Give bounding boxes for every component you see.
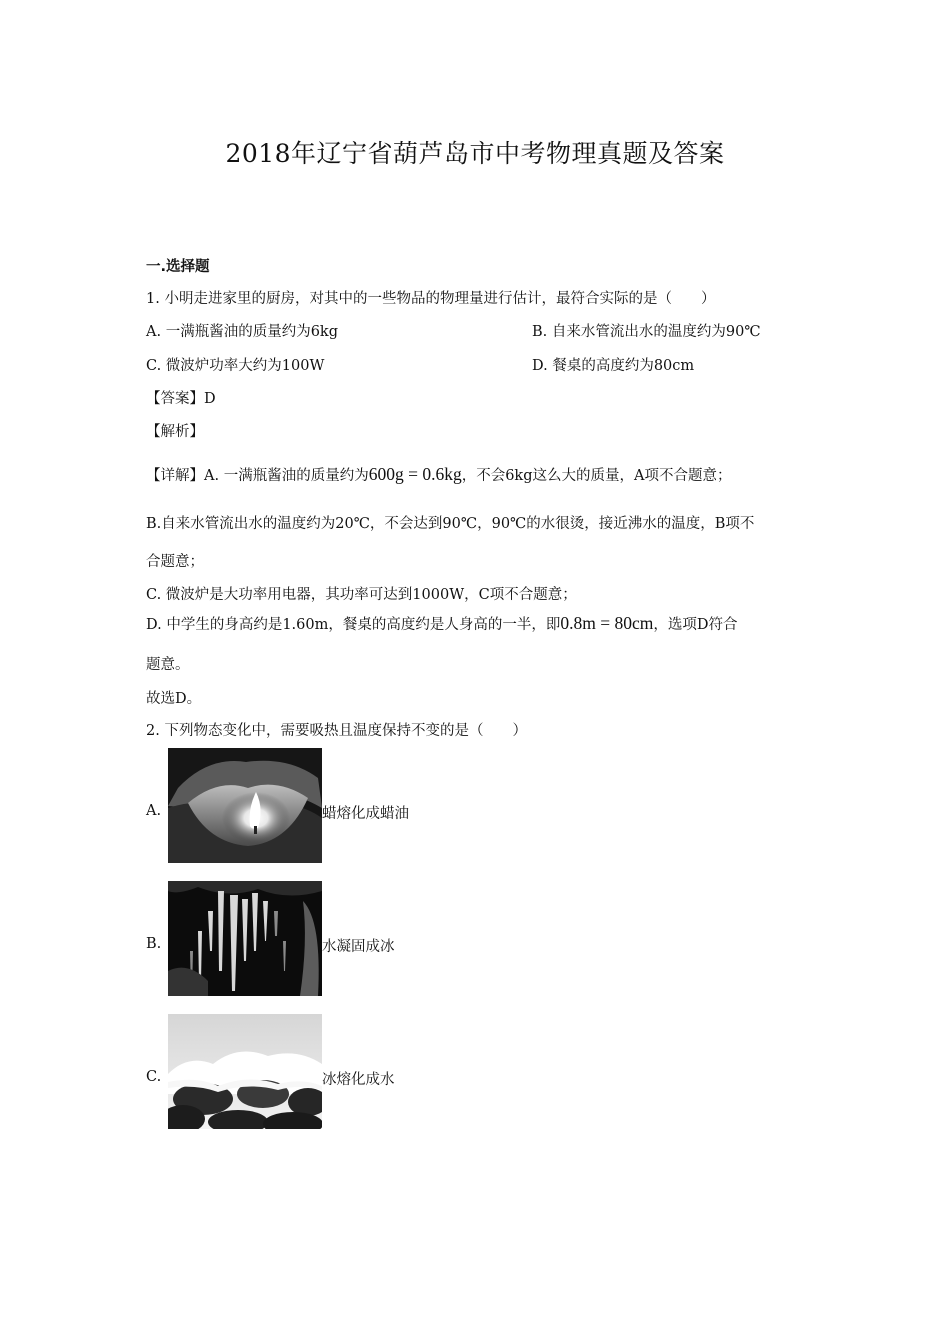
detail-b-line-1: B.自来水管流出水的温度约为20℃，不会达到90℃，90℃的水很烫，接近沸水的温度，B项不 <box>146 516 755 532</box>
detail-d-suffix: ，选项D符合 <box>653 617 738 633</box>
question-1-option-a: A. 一满瓶酱油的质量约为6kg <box>146 324 338 340</box>
answer-line: 【答案】D <box>146 391 216 407</box>
question-2-option-c-caption: 冰熔化成水 <box>322 1072 395 1088</box>
detail-d-formula: 0.8m = 80cm <box>560 613 654 633</box>
question-2-option-c-letter: C. <box>146 1069 162 1085</box>
detail-d-line-2: 题意。 <box>146 657 190 673</box>
section-heading: 一.选择题 <box>146 259 210 275</box>
question-2-option-a-caption: 蜡熔化成蜡油 <box>322 806 409 822</box>
detail-d-prefix: D. 中学生的身高约是1.60m，餐桌的高度约是人身高的一半，即 <box>146 617 561 633</box>
detail-a-suffix: ，不会6kg这么大的质量，A项不合题意； <box>461 468 732 484</box>
question-1-option-b: B. 自来水管流出水的温度约为90℃ <box>532 324 761 340</box>
detail-a-prefix: 【详解】A. 一满瓶酱油的质量约为 <box>146 468 369 484</box>
melting-snow-photo <box>168 1014 322 1129</box>
question-1-option-d: D. 餐桌的高度约为80cm <box>532 358 695 374</box>
icicles-photo <box>168 881 322 996</box>
page-title: 2018年辽宁省葫芦岛市中考物理真题及答案 <box>225 139 725 168</box>
question-2-stem: 2. 下列物态变化中，需要吸热且温度保持不变的是（ ） <box>146 723 527 739</box>
question-2-option-b-caption: 水凝固成冰 <box>322 939 395 955</box>
question-2-option-a-letter: A. <box>146 803 162 819</box>
detail-d-line <box>146 613 738 634</box>
analysis-label: 【解析】 <box>146 424 204 440</box>
detail-c-line: C. 微波炉是大功率用电器，其功率可达到1000W，C项不合题意； <box>146 587 577 603</box>
detail-a-line <box>146 464 731 485</box>
question-2-option-b-letter: B. <box>146 936 162 952</box>
detail-a-formula: 600g = 0.6kg <box>368 464 462 484</box>
candle-melting-photo <box>168 748 322 863</box>
question-1-stem: 1. 小明走进家里的厨房，对其中的一些物品的物理量进行估计，最符合实际的是（ ） <box>146 291 716 307</box>
question-1-option-c: C. 微波炉功率大约为100W <box>146 358 325 374</box>
conclusion-line: 故选D。 <box>146 691 202 707</box>
detail-b-line-2: 合题意； <box>146 554 204 570</box>
